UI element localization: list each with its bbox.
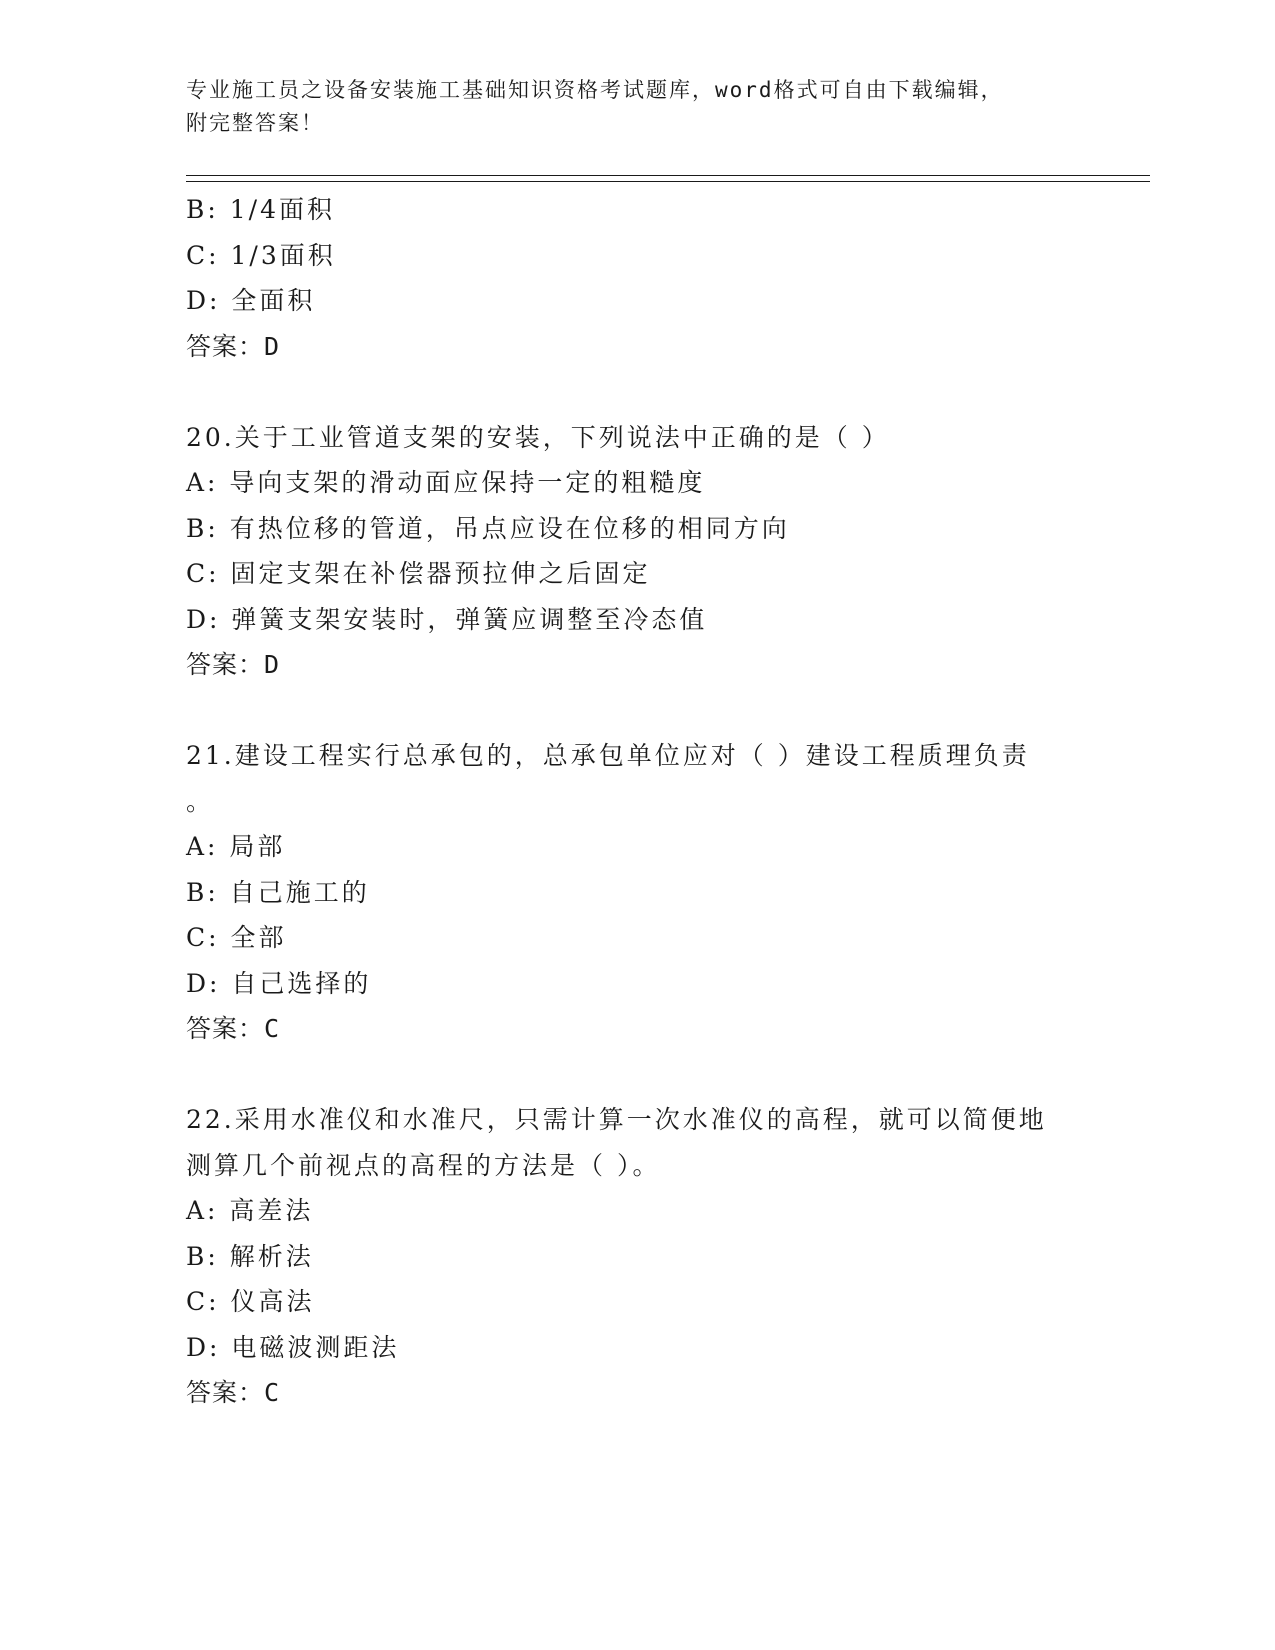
block-spacer — [186, 688, 1086, 734]
header-line-2: 附完整答案！ — [186, 111, 324, 135]
question-list — [186, 187, 1086, 1416]
option-b: B: 有热位移的管道，吊点应设在位移的相同方向 — [186, 513, 790, 543]
question-text: 21.建设工程实行总承包的，总承包单位应对（ ）建设工程质理负责 — [186, 741, 1030, 770]
option-a: A: 局部 — [186, 832, 286, 861]
question-text-continued: 。 — [186, 786, 215, 816]
question-block-22 — [186, 1097, 1086, 1416]
option-c: C: 全部 — [186, 923, 287, 952]
option-d: D: 弹簧支架安装时，弹簧应调整至冷态值 — [186, 604, 708, 634]
option-d: D: 全面积 — [186, 286, 316, 315]
option-b: B: 自己施工的 — [186, 877, 370, 907]
question-text-continued: 测算几个前视点的高程的方法是（ ）。 — [186, 1150, 661, 1180]
header-divider-top — [186, 175, 1150, 176]
answer-line: 答案：D — [186, 331, 281, 361]
question-block-21 — [186, 733, 1086, 1052]
question-text: 20.关于工业管道支架的安装，下列说法中正确的是（ ） — [186, 422, 890, 452]
option-c: C: 仪高法 — [186, 1287, 315, 1316]
question-block-20 — [186, 415, 1086, 688]
document-header — [186, 74, 1066, 140]
header-divider-bottom — [186, 181, 1150, 182]
option-b: B: 1/4面积 — [186, 195, 335, 224]
option-b: B: 解析法 — [186, 1241, 314, 1271]
block-spacer — [186, 1052, 1086, 1098]
continued-question-block — [186, 187, 1086, 369]
block-spacer — [186, 369, 1086, 415]
option-c: C: 1/3面积 — [186, 240, 336, 270]
answer-line: 答案：D — [186, 650, 281, 679]
question-text: 22.采用水准仪和水准尺，只需计算一次水准仪的高程，就可以简便地 — [186, 1105, 1047, 1134]
answer-line: 答案：C — [186, 1014, 281, 1043]
answer-line: 答案：C — [186, 1378, 281, 1407]
option-a: A: 高差法 — [186, 1196, 314, 1225]
option-a: A: 导向支架的滑动面应保持一定的粗糙度 — [186, 468, 706, 497]
option-d: D: 电磁波测距法 — [186, 1332, 400, 1362]
option-c: C: 固定支架在补偿器预拉伸之后固定 — [186, 559, 651, 588]
option-d: D: 自己选择的 — [186, 968, 372, 998]
header-line-1: 专业施工员之设备安装施工基础知识资格考试题库，word格式可自由下载编辑， — [186, 78, 1004, 102]
